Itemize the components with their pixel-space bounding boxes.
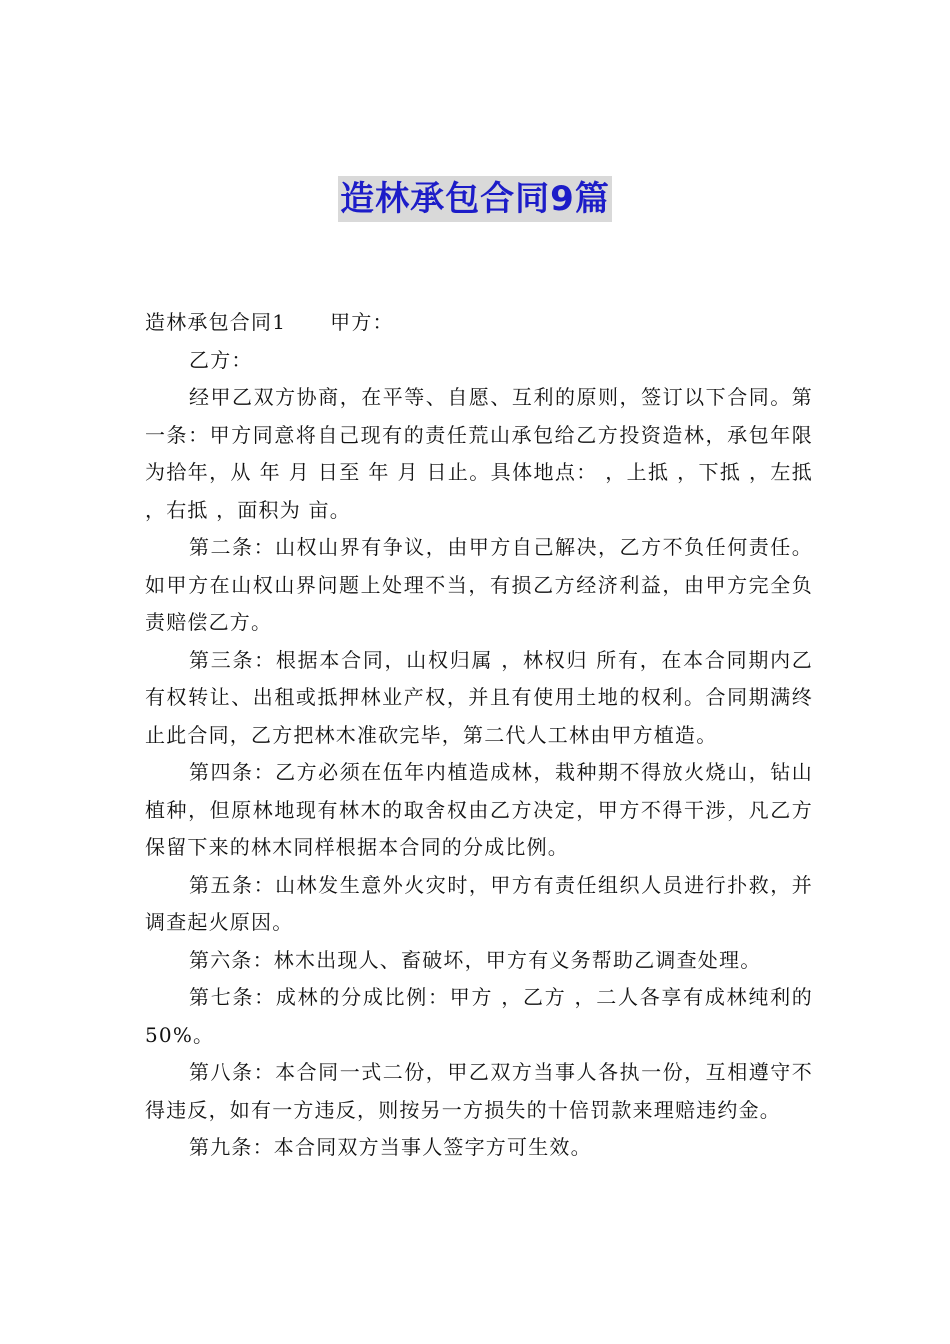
clause-7: 第七条：成林的分成比例：甲方 ，乙方 ，二人各享有成林纯利的 50%。 — [145, 985, 813, 1047]
clause-intro-and-1: 经甲乙双方协商，在平等、自愿、互利的原则，签订以下合同。第一条：甲方同意将自己现有的责任荒山承包给乙方投资造林，承包年限为拾年，从 年 月 日至 年 月 日止。具体地点： ，上抵 ，下抵 ，左抵 ，右抵 ，面积为 亩。 — [145, 385, 813, 522]
clause-8: 第八条：本合同一式二份，甲乙双方当事人各执一份，互相遵守不得违反，如有一方违反，则按另一方损失的十倍罚款来理赔违约金。 — [145, 1060, 813, 1122]
contract-heading-line — [145, 304, 813, 342]
party-b-line: 乙方： — [189, 347, 253, 372]
clause-2: 第二条：山权山界有争议，由甲方自己解决，乙方不负任何责任。如甲方在山权山界问题上处理不当，有损乙方经济利益，由甲方完全负责赔偿乙方。 — [145, 535, 813, 634]
clause-6: 第六条：林木出现人、畜破坏，甲方有义务帮助乙调查处理。 — [189, 947, 762, 972]
document-title: 造林承包合同9篇 — [338, 176, 612, 222]
clause-5: 第五条：山林发生意外火灾时，甲方有责任组织人员进行扑救，并调查起火原因。 — [145, 872, 813, 934]
title-container — [0, 176, 950, 222]
contract-label: 造林承包合同1 — [145, 310, 287, 334]
party-a-label: 甲方： — [330, 310, 394, 334]
clause-9: 第九条：本合同双方当事人签字方可生效。 — [189, 1135, 592, 1159]
contract-body — [145, 304, 813, 1167]
clause-4: 第四条：乙方必须在伍年内植造成林，栽种期不得放火烧山，钻山植种，但原林地现有林木的取舍权由乙方决定，甲方不得干涉，凡乙方保留下来的林木同样根据本合同的分成比例。 — [145, 760, 813, 859]
clause-3: 第三条：根据本合同，山权归属 ，林权归 所有，在本合同期内乙有权转让、出租或抵押林业产权，并且有使用土地的权利。合同期满终止此合同，乙方把林木准砍完毕，第二代人工林由甲方植造。 — [145, 647, 813, 747]
